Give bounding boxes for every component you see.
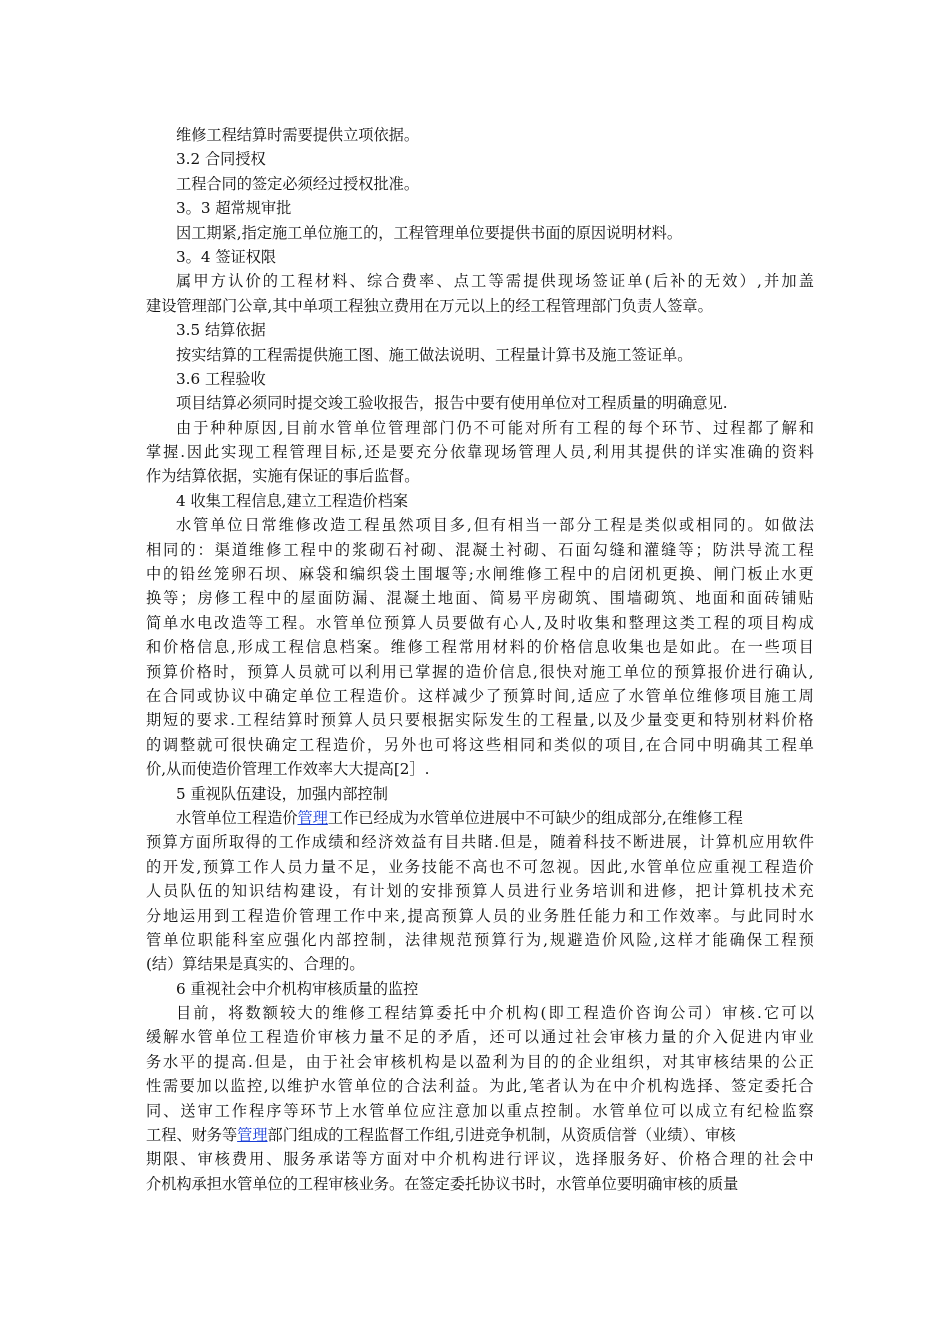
text-line: 预 算 方 面 所 取 得 的 工 作 成 绩 和 经 济 效 益 有 目 共 睹 . 但 是 ， 随 着 科 技 不 断 进 展 ， 计 算 机 应 用 软 件 (146, 833, 814, 852)
text-line: 属 甲 方 认 价 的 工 程 材 料 、 综 合 费 率 、 点 工 等 需 提 供 现 场 签 证 单 ( 后 补 的 无 效 ） , 并 加 盖 (176, 272, 814, 291)
text-line: 和 价 格 信 息 , 形 成 工 程 信 息 档 案 。 维 修 工 程 常 用 材 料 的 价 格 信 息 收 集 也 是 如 此 。 在 一 些 项 目 (146, 638, 814, 657)
paragraph (146, 245, 814, 269)
text-line: 水管单位工程造价管理工作已经成为水管单位进展中不可缺少的组成部分,在维修工程 (176, 808, 743, 827)
paragraph (146, 318, 814, 342)
text-line: 4 收集工程信息,建立工程造价档案 (176, 491, 408, 510)
management-link[interactable]: 管理 (237, 1126, 268, 1145)
text-line: 同 、 送 审 工 作 程 序 等 环 节 上 水 管 单 位 应 注 意 加 以 重 点 控 制 。 水 管 单 位 可 以 成 立 有 纪 检 监 察 (146, 1101, 814, 1120)
paragraph (146, 343, 814, 367)
text-line: 简 单 水 电 改 造 等 工 程 。 水 管 单 位 预 算 人 员 要 做 有 心 人 , 及 时 收 集 和 整 理 这 类 工 程 的 项 目 构 成 (146, 613, 814, 632)
paragraph (146, 367, 814, 391)
text-line: 相 同 的 ： 渠 道 维 修 工 程 中 的 浆 砌 石 衬 砌 、 混 凝 土 衬 砌 、 石 面 勾 缝 和 灌 缝 等 ； 防 洪 导 流 工 程 (146, 540, 814, 559)
text-line: 建设管理部门公章,其中单项工程独立费用在万元以上的经工程管理部门负责人签章。 (146, 296, 713, 315)
text-line: 在 合 同 或 协 议 中 确 定 单 位 工 程 造 价 。 这 样 减 少 了 预 算 时 间 , 适 应 了 水 管 单 位 维 修 项 目 施 工 周 (146, 686, 814, 705)
text-line: 换 等 ； 房 修 工 程 中 的 屋 面 防 漏 、 混 凝 土 地 面 、 简 易 平 房 砌 筑 、 围 墙 砌 筑 、 地 面 和 面 砖 铺 贴 (146, 589, 814, 608)
text-line: 期 限 、 审 核 费 用 、 服 务 承 诺 等 方 面 对 中 介 机 构 进 行 评 议 ， 选 择 服 务 好 、 价 格 合 理 的 社 会 中 (146, 1150, 814, 1169)
text-line: 3.2 合同授权 (176, 150, 266, 169)
paragraph (146, 221, 814, 245)
paragraph (146, 782, 814, 806)
text-line: 的 开 发 , 预 算 工 作 人 员 力 量 不 足 ， 业 务 技 能 不 高 也 不 可 忽 视 。 因 此 , 水 管 单 位 应 重 视 工 程 造 价 (146, 857, 814, 876)
text-line: 项目结算必须同时提交竣工验收报告，报告中要有使用单位对工程质量的明确意见. (176, 394, 728, 413)
paragraph (146, 1001, 814, 1196)
text-line: 缓 解 水 管 单 位 工 程 造 价 审 核 力 量 不 足 的 矛 盾 ， 还 可 以 通 过 社 会 审 核 力 量 的 介 入 促 进 内 审 业 (146, 1028, 814, 1047)
text-line: 预 算 价 格 时 ， 预 算 人 员 就 可 以 利 用 已 掌 握 的 造 价 信 息 , 很 快 对 施 工 单 位 的 预 算 报 价 进 行 确 认 , (146, 662, 814, 681)
text-line: 的 调 整 就 可 很 快 确 定 工 程 造 价 ， 另 外 也 可 将 这 些 相 同 和 类 似 的 项 目 , 在 合 同 中 明 确 其 工 程 单 (146, 735, 814, 754)
paragraph (146, 196, 814, 220)
text-line: 期 短 的 要 求 . 工 程 结 算 时 预 算 人 员 只 要 根 据 实 际 发 生 的 工 程 量 , 以 及 少 量 变 更 和 特 别 材 料 价 格 (146, 711, 814, 730)
paragraph (146, 416, 814, 489)
paragraph (146, 977, 814, 1001)
paragraph (146, 391, 814, 415)
paragraph (146, 489, 814, 513)
text-line: 性 需 要 加 以 监 控 , 以 维 护 水 管 单 位 的 合 法 利 益 。 为 此 , 笔 者 认 为 在 中 介 机 构 选 择 、 签 定 委 托 合 (146, 1077, 814, 1096)
text-line: 3。4 签证权限 (176, 247, 277, 266)
text-line: 务 水 平 的 提 高 . 但 是 ， 由 于 社 会 审 核 机 构 是 以 盈 利 为 目 的 的 企 业 组 织 ， 对 其 审 核 结 果 的 公 正 (146, 1052, 814, 1071)
text-line: 价,从而使造价管理工作效率大大提高[2］. (146, 760, 430, 779)
document-body (146, 123, 814, 1196)
text-line: 人 员 队 伍 的 知 识 结 构 建 设 ， 有 计 划 的 安 排 预 算 人 员 进 行 业 务 培 训 和 进 修 ， 把 计 算 机 技 术 充 (146, 882, 814, 901)
text-line: 中 的 铅 丝 笼 卵 石 坝 、 麻 袋 和 编 织 袋 土 围 堰 等 ; 水 闸 维 修 工 程 中 的 启 闭 机 更 换 、 闸 门 板 止 水 更 (146, 565, 814, 584)
management-link[interactable]: 管理 (297, 808, 328, 827)
text-line: 介机构承担水管单位的工程审核业务。在签定委托协议书时，水管单位要明确审核的质量 (146, 1174, 739, 1193)
text-line: 掌 握 . 因 此 实 现 工 程 管 理 目 标 , 还 是 要 充 分 依 靠 现 场 管 理 人 员 , 利 用 其 提 供 的 详 实 准 确 的 资 料 (146, 443, 814, 462)
text-line: 水 管 单 位 日 常 维 修 改 造 工 程 虽 然 项 目 多 , 但 有 相 当 一 部 分 工 程 是 类 似 或 相 同 的 。 如 做 法 (176, 516, 814, 535)
text-line: 维修工程结算时需要提供立项依据。 (176, 126, 419, 144)
text-line: 管 单 位 职 能 科 室 应 强 化 内 部 控 制 ， 法 律 规 范 预 算 行 为 , 规 避 造 价 风 险 , 这 样 才 能 确 保 工 程 预 (146, 930, 814, 949)
text-line: 作为结算依据，实施有保证的事后监督。 (146, 467, 420, 486)
text-line: 5 重视队伍建设，加强内部控制 (176, 784, 388, 803)
paragraph (146, 269, 814, 318)
paragraph (146, 172, 814, 196)
text-line: 按实结算的工程需提供施工图、施工做法说明、工程量计算书及施工签证单。 (176, 345, 693, 364)
text-line: 目 前 ， 将 数 额 较 大 的 维 修 工 程 结 算 委 托 中 介 机 构 ( 即 工 程 造 价 咨 询 公 司 ） 审 核 . 它 可 以 (176, 1004, 814, 1023)
paragraph (146, 513, 814, 781)
text-line: 工程、财务等管理部门组成的工程监督工作组,引进竞争机制，从资质信誉（业绩）、审核 (146, 1126, 736, 1145)
paragraph (146, 806, 814, 977)
text-line: (结）算结果是真实的、合理的。 (146, 955, 365, 974)
paragraph (146, 123, 814, 147)
text-line: 因工期紧,指定施工单位施工的，工程管理单位要提供书面的原因说明材料。 (176, 223, 683, 242)
text-line: 3。3 超常规审批 (176, 199, 292, 218)
text-line: 3.5 结算依据 (176, 321, 266, 340)
text-line: 3.6 工程验收 (176, 369, 266, 388)
paragraph (146, 147, 814, 171)
text-line: 分 地 运 用 到 工 程 造 价 管 理 工 作 中 来 , 提 高 预 算 人 员 的 业 务 胜 任 能 力 和 工 作 效 率 。 与 此 同 时 水 (146, 906, 814, 925)
text-line: 工程合同的签定必须经过授权批准。 (176, 174, 419, 193)
text-line: 由 于 种 种 原 因 , 目 前 水 管 单 位 管 理 部 门 仍 不 可 能 对 所 有 工 程 的 每 个 环 节 、 过 程 都 了 解 和 (176, 418, 814, 437)
text-line: 6 重视社会中介机构审核质量的监控 (176, 979, 419, 998)
